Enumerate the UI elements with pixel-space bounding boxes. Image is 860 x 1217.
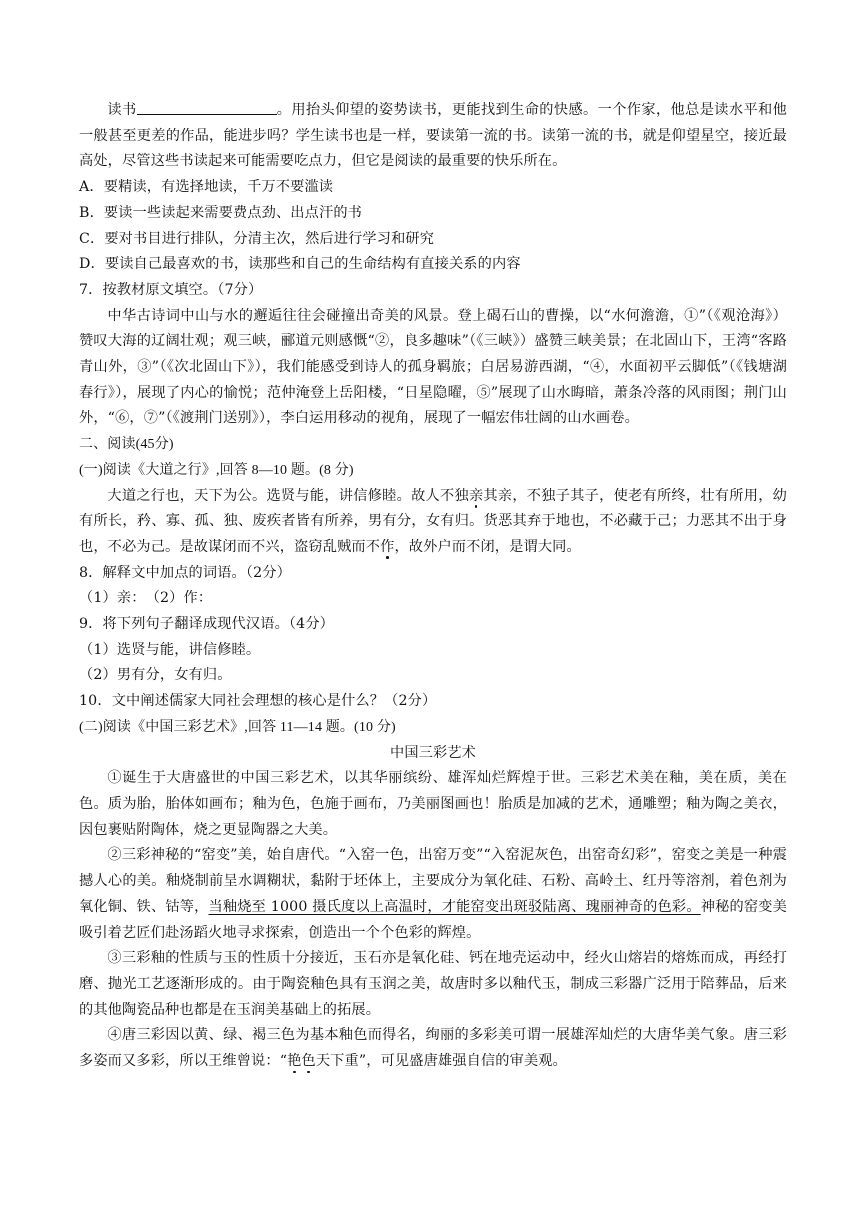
exam-page: [79, 98, 787, 1075]
q8-title: 8．解释文中加点的词语。（2分）: [79, 564, 291, 581]
dotted-word-yan: 艳: [287, 1053, 302, 1070]
q9-item-1: （1）选贤与能，讲信修睦。: [79, 641, 261, 658]
article-para-3: ③三彩釉的性质与玉的性质十分接近，玉石亦是氧化硅、钙在地壳运动中，经火山熔岩的熔炼而成，再经打磨、抛光工艺逐渐形成的。由于陶瓷釉色具有玉润之美，故唐时多以釉代玉，制成三彩器广泛用于陪葬品，后来的其他陶瓷品种也都是在玉润美基础上的拓展。: [79, 950, 787, 1018]
option-b[interactable]: B．要读一些读起来需要费点劲、出点汗的书: [79, 204, 362, 221]
q9-title: 9．将下列句子翻译成现代汉语。（4分）: [79, 616, 334, 633]
underlined-sentence: 当釉烧至 1000 摄氏度以上高温时，才能窑变出斑驳陆离、瑰丽神奇的色彩。: [208, 898, 701, 915]
article-para-1: ①诞生于大唐盛世的中国三彩艺术，以其华丽缤纷、雄浑灿烂辉煌于世。三彩艺术美在釉，美在质，美在色。质为胎，胎体如画布；釉为色，色施于画布，乃美丽图画也！胎质是加减的艺术，通雕塑；釉为陶之美衣，因包裹贴附陶体，烧之更显陶器之大美。: [79, 770, 787, 838]
q9-item-2: （2）男有分，女有归。: [79, 667, 232, 684]
article-para-4: [79, 1023, 787, 1074]
q8-items: （1）亲： （2）作：: [79, 590, 213, 607]
q10-title: 10．文中阐述儒家大同社会理想的核心是什么？（2分）: [79, 693, 437, 710]
part2-title: (二)阅读《中国三彩艺术》,回答 11—14 题。(10 分): [79, 719, 396, 735]
q6-stem-rest: 。用抬头仰望的姿势读书，更能找到生命的快感。一个作家，他总是读水平和他一般甚至更差的作品，能进步吗？学生读书也是一样，要读第一流的书。读第一流的书，就是仰望星空，接近最高处，尽管这些书读起来可能需要吃点力，但它是阅读的最重要的快乐所在。: [79, 102, 787, 170]
answer-blank[interactable]: [137, 100, 277, 115]
dotted-word-se: 色: [301, 1053, 316, 1070]
option-a[interactable]: A．要精读，有选择地读，千万不要滥读: [79, 179, 334, 196]
dotted-word-qin: 亲: [468, 487, 484, 504]
option-c[interactable]: C．要对书目进行排队，分清主次，然后进行学习和研究: [79, 230, 435, 247]
dotted-word-zuo: 作: [380, 538, 395, 555]
para2-text-a: ②三彩神秘的“窑变”美，始自唐代。“入窑一色，出窑万变”“入窑泥灰色，出窑奇幻彩”，窑变之美是一种震撼人心的美。釉烧制前呈水调糊状，黏附于坯体上，主要成分为氧化硅、石粉、高岭土、红丹等溶剂，着色剂为氧化铜、铁、钴等，: [79, 847, 787, 915]
article-title: 中国三彩艺术: [389, 744, 477, 761]
passage-text-c: ，故外户而不闭，是谓大同。: [394, 538, 581, 555]
passage-datong: [79, 484, 787, 561]
q7-body: 中华古诗词中山与水的邂逅往往会碰撞出奇美的风景。登上碣石山的曹操，以“水何澹澹，①”（《观沧海》）赞叹大海的辽阔壮观；观三峡，郦道元则感慨“②，良多趣味”（《三峡》）盛赞三峡美景；在北固山下，王湾“客路青山外，③”（《次北固山下》），我们能感受到诗人的孤身羁旅；白居易游西湖，“④，水面初平云脚低”（《钱塘湖春行》），展现了内心的愉悦；范仲淹登上岳阳楼，“日星隐曜，⑤”展现了山水晦暗，萧条冷落的风雨图；荆门山外，“⑥，⑦”（《渡荆门送别》），李白运用移动的视角，展现了一幅宏伟壮阔的山水画卷。: [79, 307, 787, 427]
q6-stem-start: 读书: [107, 102, 137, 118]
passage-text-b: 其亲，不独子其子，使老有所终，壮有所用，幼有所长，矜、寡、孤、独、废疾者皆有所养，男有分，女有归。货恶其弃于地也，不必藏于己；力恶其不出于身也，不必为己。是故谋闭而不兴，盗窃乱贼而不: [79, 487, 787, 555]
option-d[interactable]: D．要读自己最喜欢的书，读那些和自己的生命结构有直接关系的内容: [79, 256, 521, 273]
passage-text-a: 大道之行也，天下为公。选贤与能，讲信修睦。故人不独: [107, 487, 469, 504]
section2-title: 二、阅读(45分): [79, 437, 174, 453]
para2-text-b: 神秘的窑变美吸引着艺匠们赴汤蹈火地寻求探索，创造出一个个色彩的辉煌。: [79, 898, 788, 941]
para4-text-a: ④唐三彩因以黄、绿、褐三色为基本釉色而得名，绚丽的多彩美可谓一展雄浑灿烂的大唐华美气象。唐三彩多姿而又多彩，所以王维曾说：“: [79, 1027, 787, 1070]
q7-title: 7．按教材原文填空。（7分）: [79, 281, 263, 298]
q6-stem: [79, 98, 787, 175]
part1-title: (一)阅读《大道之行》,回答 8—10 题。(8 分): [79, 462, 354, 478]
article-para-2: [79, 843, 787, 946]
para4-text-b: 天下重”，可见盛唐雄强自信的审美观。: [315, 1053, 567, 1070]
